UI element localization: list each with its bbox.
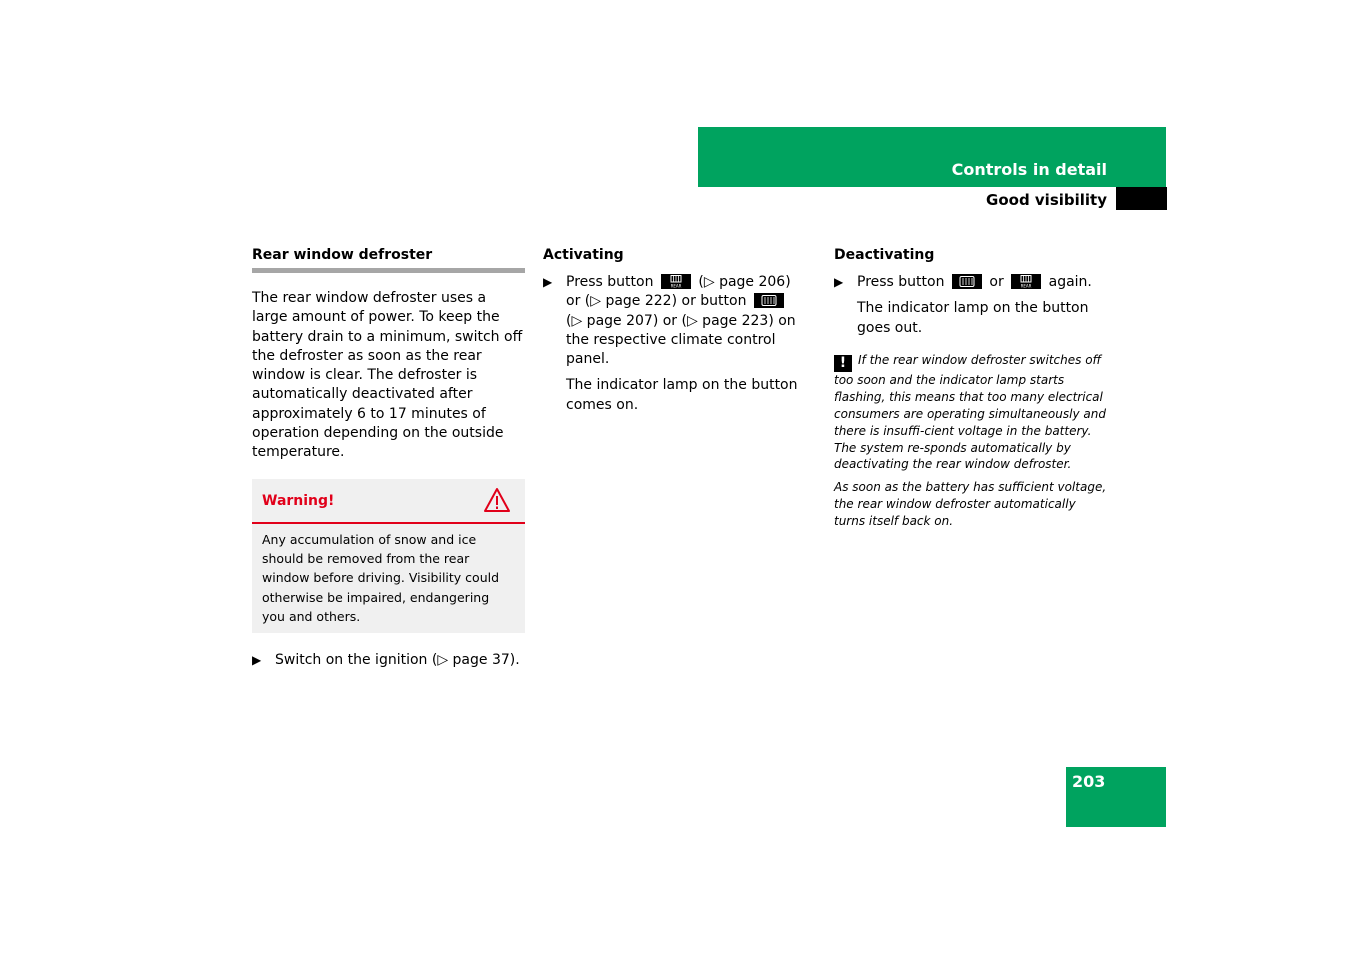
activating-step-text-b: (▷ page 206) or (▷ page 222) or button xyxy=(566,274,791,310)
button-rear-label: REAR xyxy=(1020,283,1032,289)
bullet-arrow-icon: ▶ xyxy=(252,653,262,668)
warning-text: Any accumulation of snow and ice should be removed from the rear window before driving. Visibility could otherwise be impaired, endangering you and others. xyxy=(262,531,500,624)
exclamation-icon: ! xyxy=(834,355,852,372)
heading-rule xyxy=(252,268,525,273)
warning-header xyxy=(252,479,525,524)
column-rear-window-defroster xyxy=(252,246,525,670)
deactivating-step-text-a: Press button xyxy=(857,274,945,290)
warning-title: Warning! xyxy=(262,492,335,509)
column-deactivating xyxy=(834,246,1109,536)
note-text-1: If the rear window defroster switches off too soon and the indicator lamp starts flashing, this means that too many electrical consumers are operating simultaneously and there is insuffi-cient voltage in the battery. The system re-sponds automatically by deactivating the rear window defroster. xyxy=(834,352,1106,472)
deactivating-result: The indicator lamp on the button goes out. xyxy=(857,300,1089,336)
page-number: 203 xyxy=(1072,772,1106,791)
note-paragraph-1 xyxy=(834,352,1109,473)
note-block xyxy=(834,352,1109,530)
warning-triangle-icon xyxy=(483,487,511,513)
rear-defrost-button-icon xyxy=(661,274,691,289)
activating-step-text-c: (▷ page 207) or (▷ page 223) on the respective climate control panel. xyxy=(566,312,796,368)
column-activating xyxy=(543,246,805,415)
note-text-2: As soon as the battery has sufficient voltage, the rear window defroster automatically turns itself back on. xyxy=(834,480,1107,529)
ignition-step xyxy=(252,651,525,670)
deactivating-or-text: or xyxy=(989,274,1004,290)
ignition-step-text: Switch on the ignition (▷ page 37). xyxy=(275,652,520,669)
rear-window-heater-button-icon xyxy=(952,274,982,289)
activating-heading: Activating xyxy=(543,247,624,263)
intro-paragraph: The rear window defroster uses a large amount of power. To keep the battery drain to a minimum, switch off the defroster as soon as the rear window is clear. The defroster is automatically deactivated after approximately 6 to 17 minutes of operation depending on the outside temperature. xyxy=(252,290,523,461)
subsection-title: Good visibility xyxy=(986,191,1107,209)
deactivating-step-text-b: again. xyxy=(1048,274,1092,290)
deactivating-heading: Deactivating xyxy=(834,247,935,263)
warning-box xyxy=(252,479,525,633)
header-tab-marker xyxy=(1116,187,1167,210)
rear-window-heater-button-icon xyxy=(754,293,784,308)
activating-step-text-a: Press button xyxy=(566,274,654,290)
deactivating-step xyxy=(834,273,1109,292)
activating-step xyxy=(543,273,805,369)
rear-window-defroster-heading: Rear window defroster xyxy=(252,247,433,263)
activating-result: The indicator lamp on the button comes on. xyxy=(566,377,798,413)
bullet-arrow-icon: ▶ xyxy=(834,275,844,289)
section-title: Controls in detail xyxy=(951,160,1107,179)
button-rear-label: REAR xyxy=(670,283,682,289)
rear-defrost-button-icon xyxy=(1011,274,1041,289)
bullet-arrow-icon: ▶ xyxy=(543,275,553,289)
